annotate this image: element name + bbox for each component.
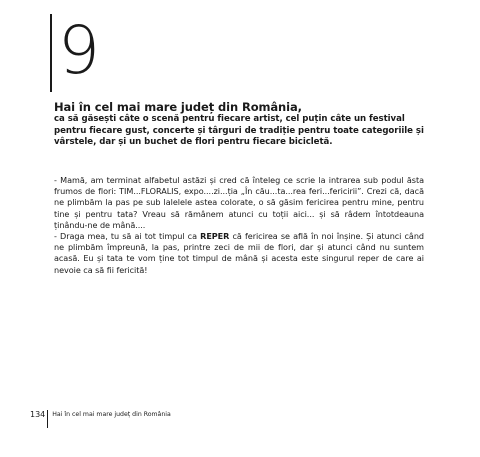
page-footer xyxy=(30,410,171,430)
page-number: 134 xyxy=(30,410,46,419)
chapter-heading xyxy=(54,100,434,149)
running-title: Hai în cel mai mare județ din România xyxy=(52,411,171,418)
body-text xyxy=(54,175,424,276)
heading-subtitle: ca să găsești câte o scenă pentru fiecare artist, cel puțin câte un festival pentru fiecare gust, concerte și târguri de tradiție pentru toate categoriile și vârstele, dar și un buchet de flori pentru fiecare bicicletă. xyxy=(54,114,424,147)
chapter-number: 9 xyxy=(58,12,100,89)
body-paragraph-2 xyxy=(54,231,424,276)
chapter-divider-line xyxy=(50,14,52,92)
footer-divider-line xyxy=(47,410,48,428)
reper-emphasis: REPER xyxy=(200,231,230,242)
body-paragraph-1: - Mamă, am terminat alfabetul astăzi și cred că înteleg ce scrie la intrarea sub podul ăsta frumos de flori: TIM...FLORALIS, expo....zi...ția „În cău...ta...rea feri...fericirii”. Crezi că, dacă ne plimbăm la pas pe sub lalelele astea colorate, o să găsim fericirea pentru mine, pentru tine și pentru tata? Vreau să rămânem atunci cu toții aici... și să râdem întotdeauna ținându-ne de mână.... xyxy=(54,175,424,230)
heading-title: Hai în cel mai mare județ din România, xyxy=(54,100,302,114)
body-paragraph-2-start: - Draga mea, tu să ai tot timpul ca xyxy=(54,231,201,242)
body-paragraph-2-end: că fericirea se află în noi înșine. Și atunci când ne plimbăm împreună, la pas, printre zeci de mii de flori, dar și atunci când nu suntem acasă. Eu și tata te vom ține tot timpul de mână și acesta este singurul reper de care ai nevoie ca să fii fericită! xyxy=(54,231,424,275)
